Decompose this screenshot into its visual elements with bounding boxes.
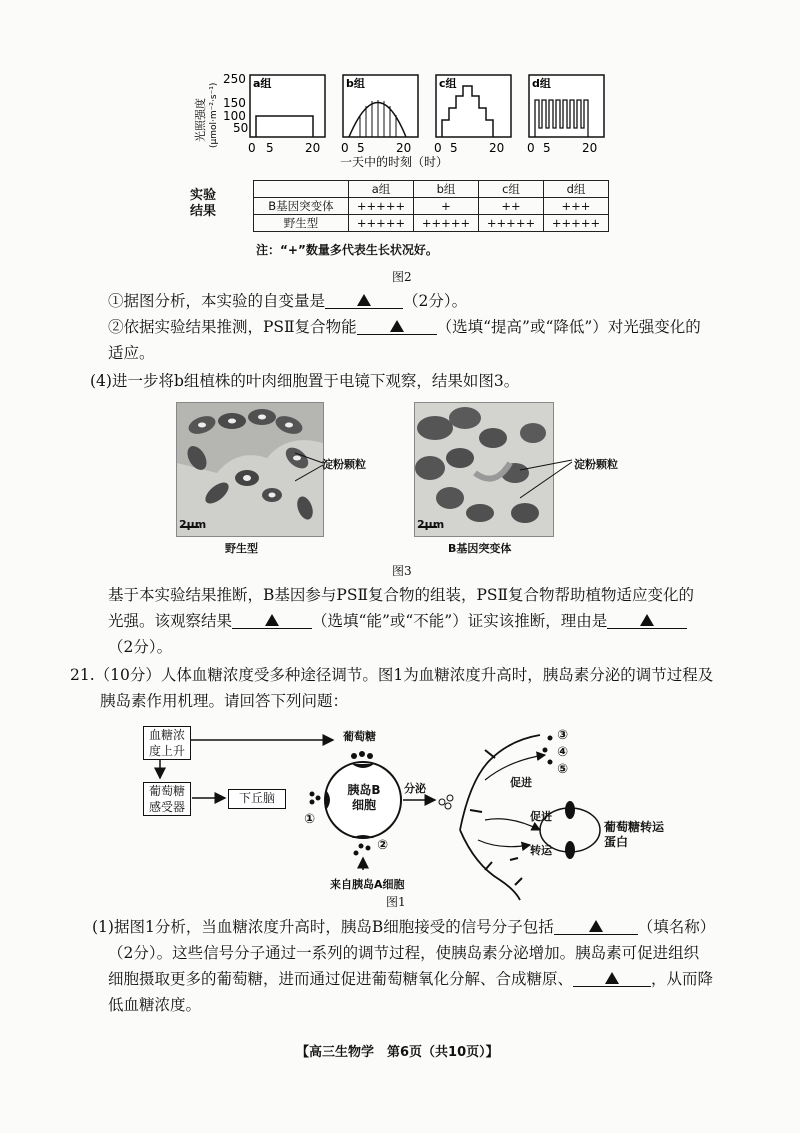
- table-header-cell: a组: [349, 181, 414, 198]
- starch-label-left: 淀粉颗粒: [322, 458, 366, 471]
- table-row: [254, 215, 609, 232]
- promote-label-1: 促进: [510, 776, 532, 789]
- fig2-light-graphs: [190, 70, 610, 170]
- answer-blank[interactable]: [325, 290, 403, 309]
- fig1-diagram: [130, 720, 690, 910]
- x-tick: 5: [357, 141, 365, 155]
- x-tick: 5: [266, 141, 274, 155]
- box-glucose-receptor: 葡萄糖感受器: [143, 782, 191, 816]
- pointer-lines-right: [520, 450, 575, 500]
- box-glucose-rise: 血糖浓度上升: [143, 726, 191, 760]
- marker-3: ③: [557, 728, 569, 743]
- transport-label: 转运: [530, 844, 552, 857]
- triangle-icon: [640, 614, 654, 626]
- secrete-label: 分泌: [404, 782, 426, 795]
- q21-1-line3: [108, 968, 713, 990]
- triangle-icon: [390, 320, 404, 332]
- table-row-name: 野生型: [254, 215, 349, 232]
- promote-label-2: 促进: [530, 810, 552, 823]
- result-table: [253, 180, 609, 232]
- glucose-label: 葡萄糖: [343, 730, 376, 743]
- panel-c: [436, 75, 511, 137]
- y-axis-unit: (μmol·m⁻²·s⁻¹): [209, 82, 219, 148]
- x-tick: 20: [489, 141, 505, 155]
- fig3-left-caption: 野生型: [225, 542, 258, 555]
- fig3-caption: 图3: [392, 564, 412, 578]
- pointer-lines-left: [295, 445, 325, 485]
- y-tick: 150: [223, 96, 246, 110]
- answer-blank[interactable]: [607, 610, 687, 629]
- q1-line2-option: （选填“提高”或“降低”）对光强变化的: [436, 318, 701, 336]
- scale-bar-left: 2μm: [179, 518, 207, 531]
- y-tick: 250: [223, 72, 246, 86]
- panel-b: [343, 75, 418, 137]
- y-tick: 100: [223, 109, 246, 123]
- fig1-caption: 图1: [386, 895, 406, 909]
- group-d-label: d组: [532, 77, 551, 90]
- x-tick: 20: [305, 141, 321, 155]
- fig2-note: 注：“+”数量多代表生长状况好。: [256, 243, 438, 257]
- x-tick: 5: [450, 141, 458, 155]
- answer-blank[interactable]: [232, 610, 312, 629]
- table-cell: +++++: [349, 198, 414, 215]
- q4b-line2-option: （选填“能”或“不能”）证实该推断，理由是: [312, 612, 608, 630]
- y-tick: 50: [233, 121, 249, 135]
- fig2-caption: 图2: [392, 270, 412, 284]
- q21-1-line3-text: 细胞摄取更多的葡萄糖，进而通过促进葡萄糖氧化分解、合成糖原、: [108, 970, 574, 988]
- triangle-icon: [265, 614, 279, 626]
- result-label: [190, 188, 216, 220]
- table-row-name: B基因突变体: [254, 198, 349, 215]
- table-header-cell: b组: [414, 181, 479, 198]
- q21-1-line1-text: (1)据图1分析，当血糖浓度升高时，胰岛B细胞接受的信号分子包括: [92, 918, 554, 936]
- x-tick: 0: [527, 141, 535, 155]
- page-footer: 【高三生物学 第6页（共10页）】: [296, 1045, 499, 1060]
- q1-line1-score: （2分）。: [403, 292, 468, 310]
- table-cell: +++++: [349, 215, 414, 232]
- q21-1-line1: [92, 916, 715, 938]
- triangle-icon: [357, 294, 371, 306]
- x-tick: 20: [396, 141, 412, 155]
- answer-blank[interactable]: [573, 968, 651, 987]
- answer-blank[interactable]: [357, 316, 437, 335]
- x-tick: 0: [434, 141, 442, 155]
- marker-1: ①: [304, 812, 316, 827]
- table-cell: +++++: [544, 215, 609, 232]
- x-tick: 5: [543, 141, 551, 155]
- transporter-label: 葡萄糖转运蛋白: [604, 820, 665, 849]
- table-cell: +++++: [414, 215, 479, 232]
- group-c-label: c组: [439, 77, 457, 90]
- answer-blank[interactable]: [554, 916, 638, 935]
- x-tick: 0: [341, 141, 349, 155]
- islet-b-cell-label: 胰岛B细胞: [347, 783, 381, 812]
- box-hypothalamus: 下丘脑: [228, 789, 286, 809]
- marker-2: ②: [377, 838, 389, 853]
- table-header-cell: d组: [544, 181, 609, 198]
- from-a-cell-label: 来自胰岛A细胞: [330, 878, 405, 891]
- q21-1-line4: 低血糖浓度。: [108, 996, 202, 1014]
- x-tick: 20: [582, 141, 598, 155]
- scale-bar-right: 2μm: [417, 518, 445, 531]
- group-b-label: b组: [346, 77, 365, 90]
- q4b-line3: （2分）。: [108, 638, 173, 656]
- x-tick: 0: [248, 141, 256, 155]
- q21-1-line1-hint: （填名称）: [637, 918, 716, 936]
- q4b-line2-text: 光强。该观察结果: [108, 612, 233, 630]
- q1-line3: 适应。: [108, 344, 155, 362]
- panel-a: [250, 75, 325, 137]
- q21-line2: 胰岛素作用机理。请回答下列问题：: [100, 692, 349, 710]
- q1-line1: [108, 290, 467, 312]
- triangle-icon: [605, 972, 619, 984]
- q1-line2-text: ②依据实验结果推测，PSⅡ复合物能: [108, 318, 357, 336]
- table-cell: +: [414, 198, 479, 215]
- triangle-icon: [589, 920, 603, 932]
- x-axis-label: 一天中的时刻（时）: [340, 155, 449, 169]
- q21-1-line3-tail: ，从而降: [651, 970, 714, 988]
- q4-text: (4)进一步将b组植株的叶肉细胞置于电镜下观察，结果如图3。: [90, 372, 520, 390]
- q4b-line2: [108, 610, 687, 632]
- table-cell: +++++: [479, 215, 544, 232]
- marker-5: ⑤: [557, 762, 569, 777]
- q4b-line1: 基于本实验结果推断，B基因参与PSⅡ复合物的组装，PSⅡ复合物帮助植物适应变化的: [108, 586, 695, 604]
- table-cell: +++: [544, 198, 609, 215]
- table-cell: ++: [479, 198, 544, 215]
- table-row: [254, 198, 609, 215]
- panel-d: [529, 75, 604, 137]
- q1-line2: [108, 316, 701, 338]
- q21-1-line2: （2分）。这些信号分子通过一系列的调节过程，使胰岛素分泌增加。胰岛素可促进组织: [108, 944, 700, 962]
- table-header-row: [254, 181, 609, 198]
- fig3-right-caption: B基因突变体: [448, 542, 512, 555]
- y-axis-label: 光照强度: [194, 98, 207, 142]
- result-label-line1: 实验: [190, 188, 217, 203]
- q1-line1-text: ①据图分析，本实验的自变量是: [108, 292, 326, 310]
- marker-4: ④: [557, 745, 569, 760]
- starch-label-right: 淀粉颗粒: [574, 458, 618, 471]
- q21-line1: 21.（10分）人体血糖浓度受多种途径调节。图1为血糖浓度升高时，胰岛素分泌的调节过程及: [70, 666, 714, 684]
- group-a-label: a组: [253, 77, 272, 90]
- result-label-line2: 结果: [190, 204, 217, 219]
- table-header-cell: [254, 181, 349, 198]
- table-header-cell: c组: [479, 181, 544, 198]
